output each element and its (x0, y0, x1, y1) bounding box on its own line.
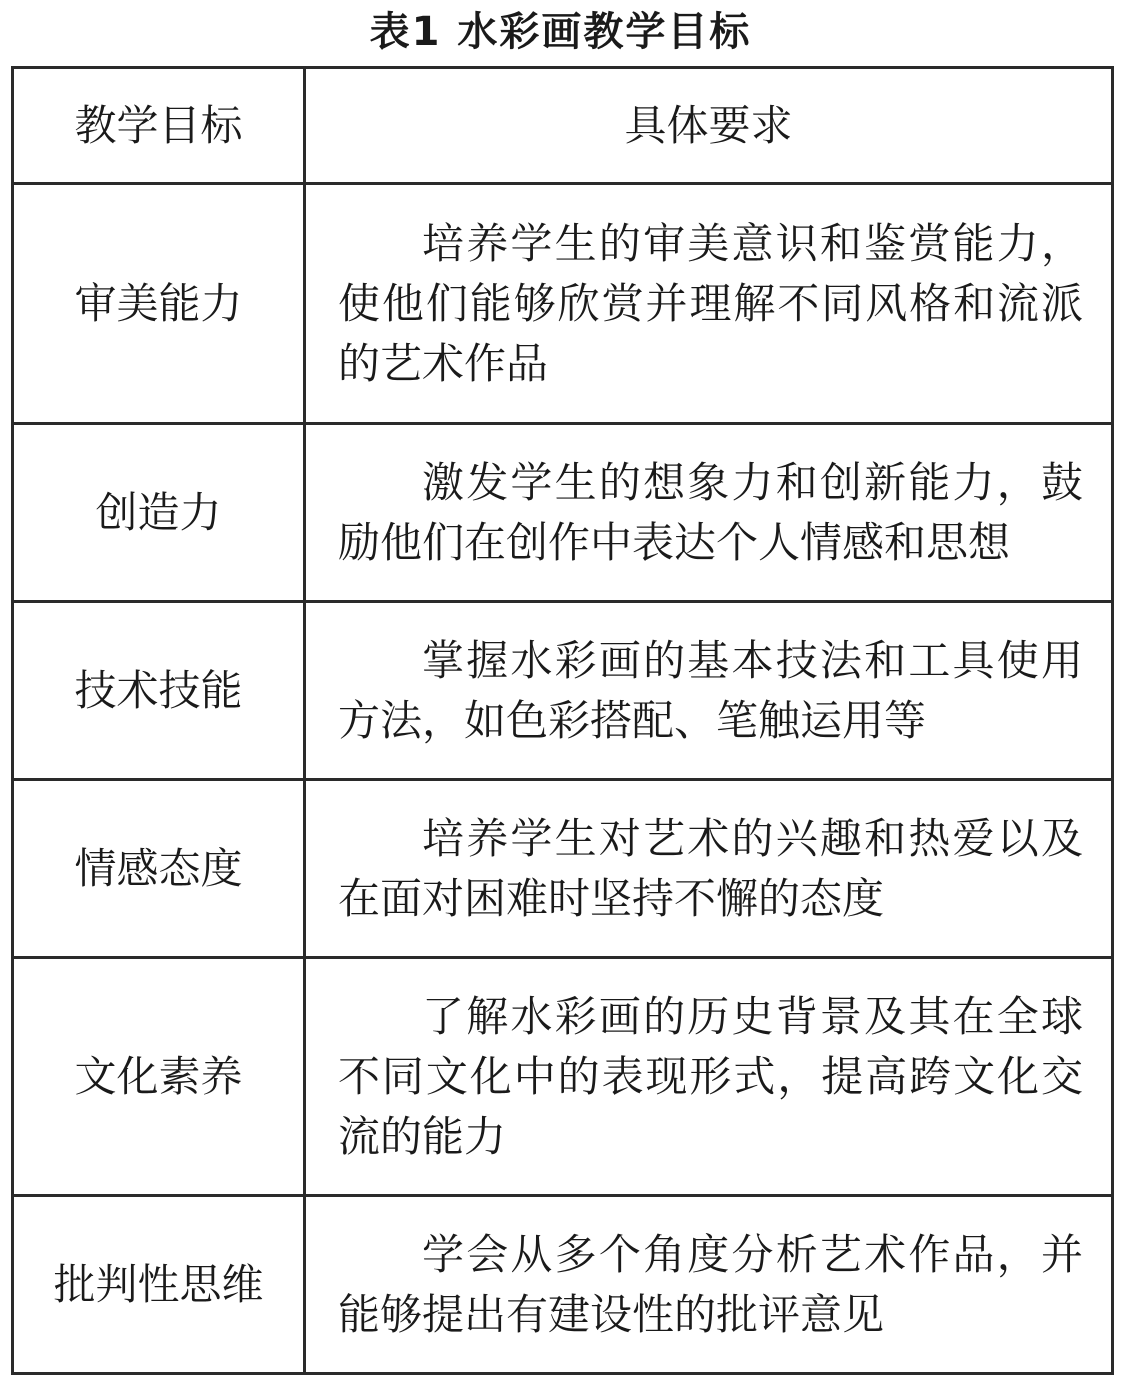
requirement-cell (305, 184, 1113, 424)
requirement-cell (305, 602, 1113, 780)
goal-cell: 文化素养 (13, 958, 305, 1196)
header-goal: 教学目标 (13, 68, 305, 184)
requirement-text: 培养学生对艺术的兴趣和热爱以及在面对困难时坚持不懈的态度 (338, 813, 1083, 923)
goal-cell: 技术技能 (13, 602, 305, 780)
table-row (13, 424, 1113, 602)
requirement-text: 激发学生的想象力和创新能力，鼓励他们在创作中表达个人情感和思想 (338, 457, 1083, 567)
goal-cell: 情感态度 (13, 780, 305, 958)
requirement-cell (305, 424, 1113, 602)
table-row (13, 602, 1113, 780)
requirement-cell (305, 780, 1113, 958)
table-row (13, 1196, 1113, 1374)
teaching-goals-table (11, 66, 1114, 1375)
table-title: 表1 水彩画教学目标 (369, 9, 752, 55)
table-row (13, 184, 1113, 424)
requirement-cell (305, 1196, 1113, 1374)
requirement-cell (305, 958, 1113, 1196)
goal-cell: 创造力 (13, 424, 305, 602)
requirement-text: 学会从多个角度分析艺术作品，并能够提出有建设性的批评意见 (338, 1229, 1083, 1339)
requirement-text: 培养学生的审美意识和鉴赏能力，使他们能够欣赏并理解不同风格和流派的艺术作品 (338, 218, 1083, 388)
goal-cell: 审美能力 (13, 184, 305, 424)
header-requirement: 具体要求 (305, 68, 1113, 184)
goal-cell: 批判性思维 (13, 1196, 305, 1374)
requirement-text: 了解水彩画的历史背景及其在全球不同文化中的表现形式，提高跨文化交流的能力 (338, 991, 1083, 1161)
table-row (13, 780, 1113, 958)
table-row (13, 958, 1113, 1196)
requirement-text: 掌握水彩画的基本技法和工具使用方法，如色彩搭配、笔触运用等 (338, 635, 1083, 745)
table-header-row (13, 68, 1113, 184)
